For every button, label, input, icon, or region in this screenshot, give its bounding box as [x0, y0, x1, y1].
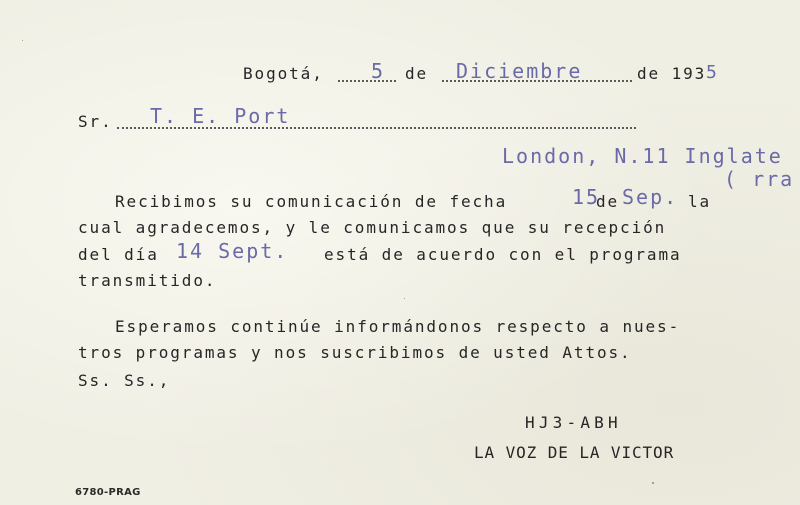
- paragraph-1-line-1-end: la: [688, 192, 712, 211]
- station-name: LA VOZ DE LA VICTOR: [474, 443, 675, 462]
- paragraph-2-line-1: Esperamos continúe informándonos respecto a nues-: [115, 317, 681, 336]
- date-de-1: de: [405, 64, 429, 83]
- date-city: Bogotá,: [243, 64, 324, 83]
- paragraph-1-line-3-start: del día: [78, 245, 159, 264]
- paragraph-2-line-2: tros programas y nos suscribimos de usted Attos.: [78, 343, 632, 362]
- paragraph-1-line-3-end: está de acuerdo con el programa: [324, 245, 682, 264]
- recipient-address-2: ( rra: [724, 167, 795, 191]
- report-date-de: de: [596, 192, 620, 211]
- reception-date: 14 Sept.: [176, 239, 289, 263]
- date-day: 5: [371, 59, 386, 83]
- paper-speck: [404, 298, 405, 299]
- date-day-line: [338, 80, 396, 82]
- recipient-address-1: London, N.11 Inglate: [502, 144, 783, 168]
- paragraph-1-line-4: transmitido.: [78, 271, 217, 290]
- date-year-prefix: de 193: [637, 64, 707, 83]
- recipient-name: T. E. Port: [150, 104, 291, 128]
- date-month: Diciembre: [456, 59, 583, 83]
- date-year-last-digit: 5: [706, 62, 719, 83]
- closing: Ss. Ss.,: [78, 371, 171, 390]
- paragraph-1-line-1: Recibimos su comunicación de fecha: [115, 192, 508, 211]
- print-code: 6780-PRAG: [75, 487, 141, 498]
- paragraph-1-line-2: cual agradecemos, y le comunicamos que su recepción: [78, 218, 667, 237]
- paper-speck: [652, 482, 654, 484]
- report-date-day: 15: [572, 185, 601, 209]
- paper-speck: [22, 40, 23, 41]
- report-date-month: Sep.: [622, 185, 679, 209]
- salutation: Sr.: [78, 112, 113, 131]
- station-callsign: HJ3-ABH: [525, 413, 622, 432]
